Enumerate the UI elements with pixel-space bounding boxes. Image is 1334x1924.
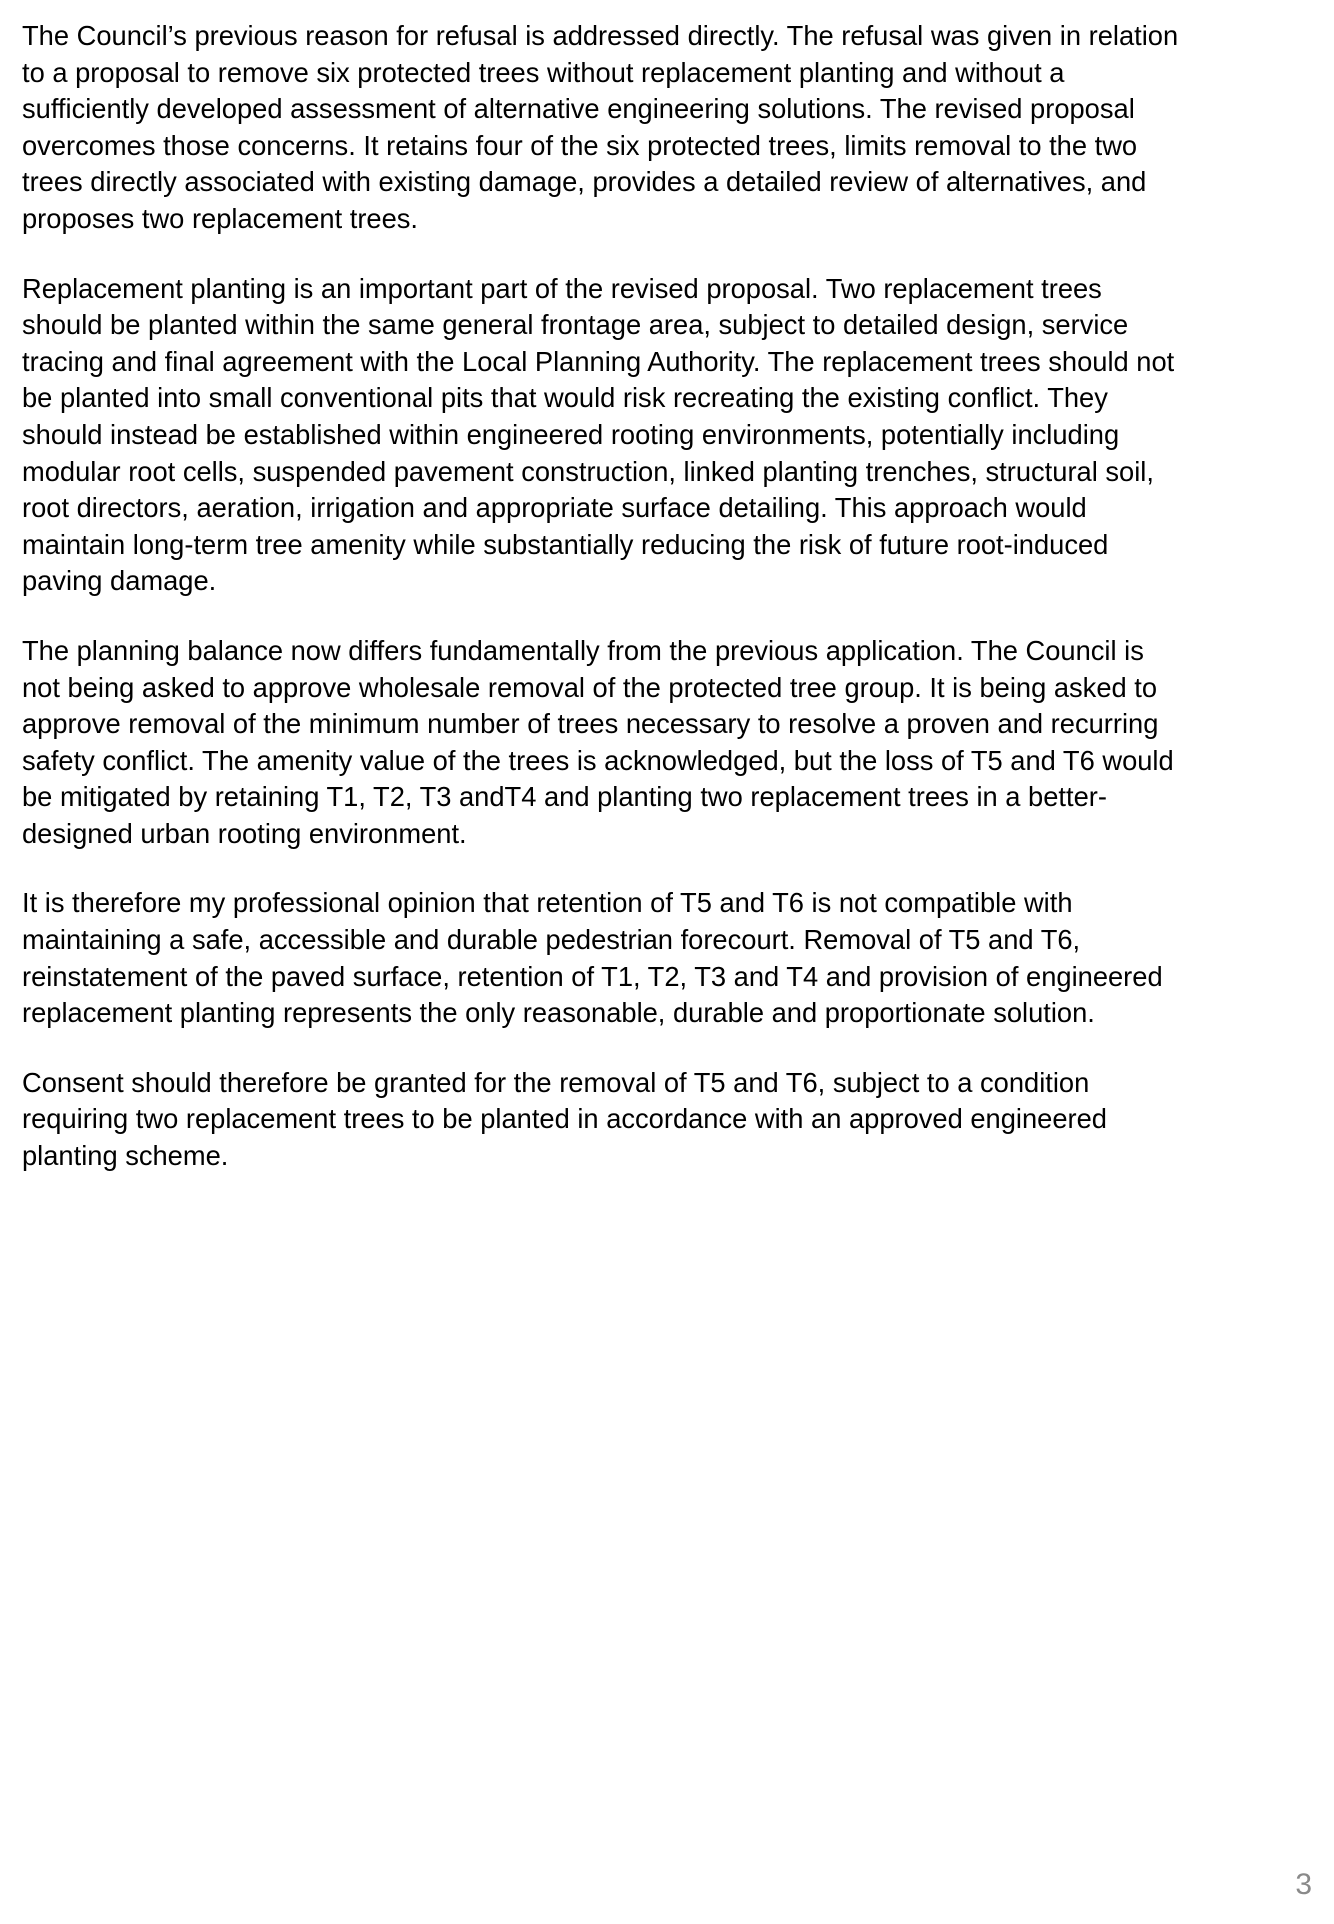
page-number: 3 — [1295, 1868, 1312, 1901]
text-line: The planning balance now differs fundamentally from the previous application. The Council is — [22, 634, 1144, 666]
text-line: Replacement planting is an important part of the revised proposal. Two replacement trees — [22, 272, 1102, 304]
text-line: replacement planting represents the only reasonable, durable and proportionate solution. — [22, 997, 1095, 1029]
paragraph-professional-opinion — [22, 885, 1322, 1031]
text-line: proposes two replacement trees. — [22, 202, 419, 234]
page-body — [22, 18, 1322, 1208]
text-line: overcomes those concerns. It retains four of the six protected trees, limits removal to the two — [22, 129, 1138, 161]
paragraph-refusal-addressed — [22, 18, 1322, 238]
text-line: should instead be established within engineered rooting environments, potentially including — [22, 418, 1120, 450]
text-line: should be planted within the same general frontage area, subject to detailed design, service — [22, 309, 1129, 341]
text-line: approve removal of the minimum number of trees necessary to resolve a proven and recurring — [22, 708, 1159, 740]
text-line: be planted into small conventional pits that would risk recreating the existing conflict. They — [22, 382, 1108, 414]
paragraph-planning-balance — [22, 633, 1322, 853]
text-line: The Council’s previous reason for refusal is addressed directly. The refusal was given in relation — [22, 20, 1179, 51]
text-line: maintaining a safe, accessible and durable pedestrian forecourt. Removal of T5 and T6, — [22, 924, 1081, 956]
paragraph-consent-conclusion — [22, 1065, 1322, 1175]
text-line: safety conflict. The amenity value of the trees is acknowledged, but the loss of T5 and T6 would — [22, 744, 1174, 776]
text-line: paving damage. — [22, 565, 217, 597]
text-line: be mitigated by retaining T1, T2, T3 andT4 and planting two replacement trees in a better- — [22, 781, 1107, 813]
text-line: tracing and final agreement with the Local Planning Authority. The replacement trees should not — [22, 345, 1175, 377]
text-line: sufficiently developed assessment of alternative engineering solutions. The revised proposal — [22, 93, 1135, 125]
text-line: designed urban rooting environment. — [22, 817, 467, 849]
text-line: not being asked to approve wholesale removal of the protected tree group. It is being asked to — [22, 671, 1158, 703]
text-line: trees directly associated with existing damage, provides a detailed review of alternatives, and — [22, 166, 1147, 198]
text-line: reinstatement of the paved surface, retention of T1, T2, T3 and T4 and provision of engineered — [22, 960, 1163, 992]
text-line: requiring two replacement trees to be planted in accordance with an approved engineered — [22, 1103, 1107, 1135]
text-line: planting scheme. — [22, 1140, 229, 1172]
text-line: modular root cells, suspended pavement construction, linked planting trenches, structural soil, — [22, 455, 1154, 487]
text-line: Consent should therefore be granted for the removal of T5 and T6, subject to a condition — [22, 1066, 1090, 1098]
paragraph-replacement-planting — [22, 271, 1322, 600]
text-line: root directors, aeration, irrigation and appropriate surface detailing. This approach would — [22, 492, 1087, 524]
text-line: to a proposal to remove six protected trees without replacement planting and without a — [22, 56, 1065, 88]
text-line: It is therefore my professional opinion that retention of T5 and T6 is not compatible with — [22, 887, 1073, 919]
text-line: maintain long-term tree amenity while substantially reducing the risk of future root-induced — [22, 528, 1109, 560]
